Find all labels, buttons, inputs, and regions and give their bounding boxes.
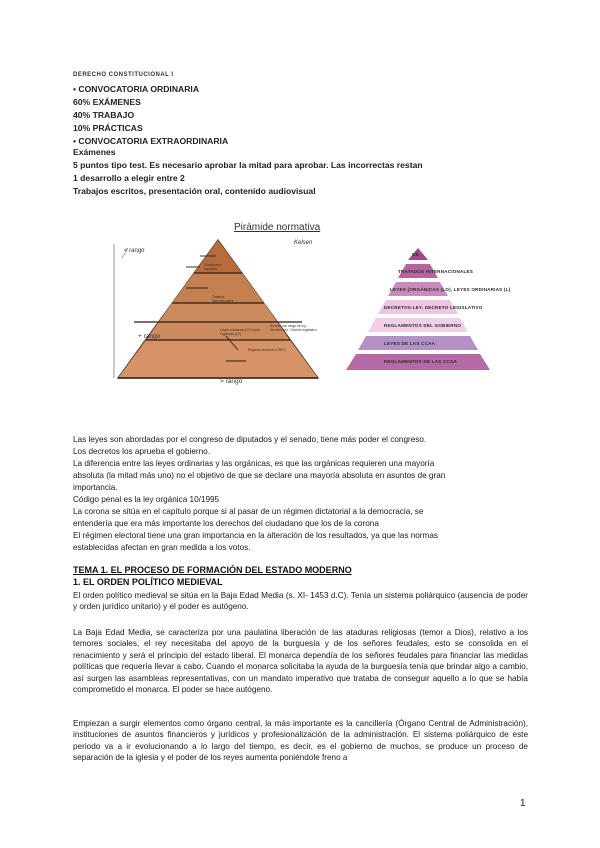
pyramid-level-label: TRATADOS INTERNACIONALES	[398, 269, 474, 274]
normative-pyramid-figure	[338, 240, 511, 380]
pyramid-level-label: REGLAMENTOS DEL GOBIERNO	[384, 323, 462, 328]
header-line: Exámenes	[73, 147, 116, 157]
section-heading: TEMA 1. EL PROCESO DE FORMACIÓN DEL ESTADO MODERNO	[73, 565, 352, 575]
plus-rank-label: + rango	[138, 333, 161, 340]
pyramid-level-label: DECRETOS-LEY. DECRETO LEGISLATIVO	[384, 305, 483, 310]
note-line: establecidas afectan en gran medida a los votos.	[73, 543, 251, 552]
body-paragraph: Empiezan a surgir elementos como órgano central, la más importante es la cancillería (Órgano Central de Administración), instituciones de asuntos financieros y jurídicos y profesionalización de la administración. El sistema poliárquico de este periodo va a ir evolucionando a lo largo del tiempo, es decir, es el gobierno de muchos, se produce un proceso de separación de la iglesia y el poder de los reyes aumenta poniéndole freno a	[73, 719, 528, 763]
kelsen-pyramid-figure	[108, 218, 338, 388]
note-line: importancia.	[73, 483, 118, 492]
note-line: El régimen electoral tiene una gran importancia en la alteración de los resultados, ya que las normas	[73, 531, 439, 540]
figure-title: Pirámide normativa	[234, 222, 321, 233]
page-number: 1	[520, 798, 526, 809]
header-line: 5 puntos tipo test. Es necesario aprobar la mitad para aprobar. Las incorrectas restan	[73, 160, 423, 170]
pyramid-level-label: CE	[412, 252, 419, 257]
note-line: La corona se sitúa en el capítulo porque si al pasar de un régimen dictatorial a la democracia, se	[73, 507, 424, 516]
note-line: Los decretos los aprueba el gobierno.	[73, 447, 211, 456]
header-line: 1 desarrollo a elegir entre 2	[73, 173, 185, 183]
level-label: Constitución española	[204, 263, 222, 271]
pyramid-level-label: REGLAMENTOS DE LAS CCAA	[384, 359, 457, 364]
figure-signature: Kelsen	[294, 240, 313, 246]
header-line: • CONVOCATORIA ORDINARIA	[73, 84, 200, 94]
body-paragraph: La Baja Edad Media, se caracteriza por una paulatina liberación de las ataduras religiosas (temor a Dios), relativo a los temores sociales, el rey necesitaba del apoyo de la burguesía y de los señores feudales, esto se consolida en el renacimiento y será el principio del estado liberal. El monarca dependía de los señores feudales para financiar las medidas políticas que requería llevar a cabo. Cuando el monarca solicitaba la ayuda de la burguesía tenía que brindar algo a cambio, así surgen las asambleas representativas, con un mandato imperativo que trataba de conseguir aquello a lo que se había comprometido el monarca. El poder se hace autógeno.	[73, 628, 528, 695]
note-line: absoluta (la mitad más uno) no el objetivo de que se declare una mayoría absoluta en asuntos de gran	[73, 471, 446, 480]
level-label: Leyes ordinarias (LO) Leyes orgánicas (LO)	[220, 328, 261, 336]
pyramid-level-label: LEYES DE LAS CCAA	[384, 341, 436, 346]
top-rank-label: < rango	[124, 248, 145, 254]
note-line: La diferencia entre las leyes ordinarias y las orgánicas, es que las orgánicas requieren una mayoría	[73, 459, 435, 468]
level-label: Tratados internacionales	[212, 295, 234, 303]
course-title: DERECHO CONSTITUCIONAL I	[73, 72, 174, 78]
note-line: entendería que era más importante los derechos del ciudadano que los de la corona	[73, 519, 379, 528]
pyramid-level-label: LEYES (ORGÁNICAS (LO), LEYES ORDINARIAS (L)	[390, 287, 511, 292]
header-line: • CONVOCATORIA EXTRAORDINARIA	[73, 136, 229, 146]
level-label: Normas con rango de ley: · Decretos ley · Decreto legislativo	[270, 324, 317, 332]
section-subheading: 1. EL ORDEN POLÍTICO MEDIEVAL	[73, 577, 223, 587]
header-line: 10% PRÁCTICAS	[73, 123, 143, 133]
header-line: 40% TRABAJO	[73, 110, 135, 120]
header-line: Trabajos escritos, presentación oral, contenido audiovisual	[73, 186, 316, 196]
note-line: Las leyes son abordadas por el congreso de diputados y el senado, tiene más poder el congreso.	[73, 435, 427, 444]
note-line: Código penal es la ley orgánica 10/1995	[73, 495, 220, 504]
body-paragraph: El orden político medieval se sitúa en la Baja Edad Media (s. XI- 1453 d.C). Tenía un sistema poliárquico (ausencia de poder y orden jurídico unitario) y el poder es autógeno.	[73, 591, 528, 612]
level-label: Régimen electoral LOREG	[248, 348, 286, 352]
header-line: 60% EXÁMENES	[73, 97, 141, 107]
bottom-rank-label: > rango	[220, 378, 243, 385]
